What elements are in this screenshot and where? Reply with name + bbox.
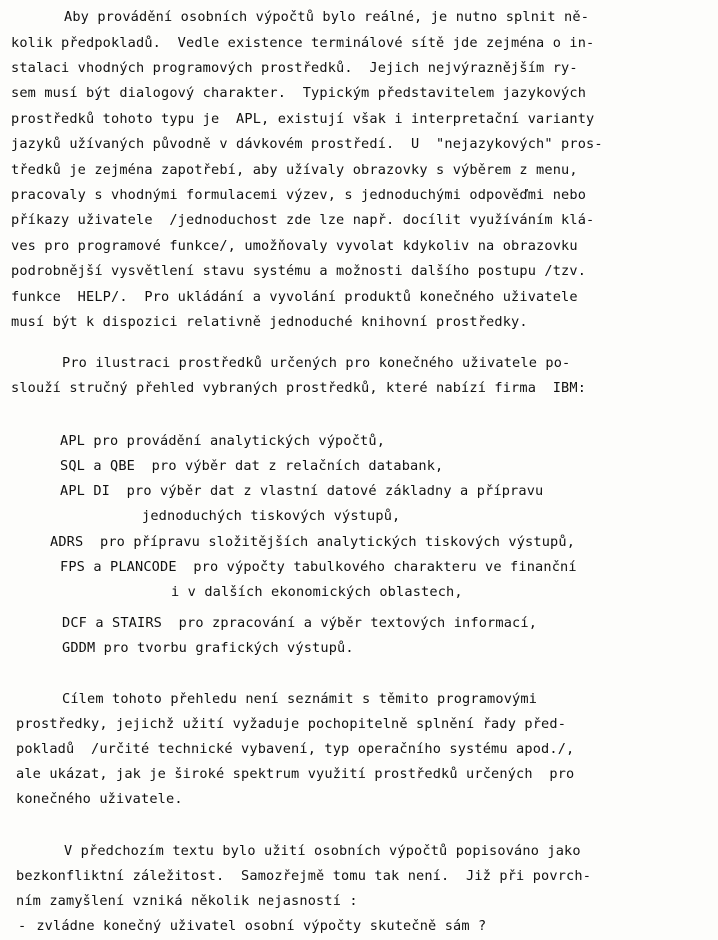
tools-list-item-fps-cont: i v dalších ekonomických oblastech, — [171, 584, 463, 600]
paragraph-1-line-8: pracovaly s vhodnými formulacemi výzev, s jednoduchými odpověďmi nebo — [11, 187, 587, 203]
paragraph-1-line-6: jazyků užívaných původně v dávkovém prostředí. U "nejazykových" pros- — [11, 136, 603, 152]
paragraph-3-line-2: prostředky, jejichž užití vyžaduje pochopitelně splnění řady před- — [16, 716, 567, 732]
paragraph-3-line-3: pokladů /určité technické vybavení, typ operačního systému apod./, — [16, 741, 575, 757]
paragraph-4-line-2: bezkonfliktní záležitost. Samozřejmě tomu tak není. Již při povrch- — [16, 868, 592, 884]
paragraph-1-line-11: podrobnější vysvětlení stavu systému a možnosti dalšího postupu /tzv. — [11, 263, 587, 279]
paragraph-2-line-1: Pro ilustraci prostředků určených pro konečného uživatele po- — [62, 355, 571, 371]
bullet-item — [18, 917, 486, 935]
paragraph-4-line-1: V předchozím textu bylo užití osobních výpočtů popisováno jako — [64, 843, 581, 859]
paragraph-1-line-5: prostředků tohoto typu je APL, existují však i interpretační varianty — [11, 111, 595, 127]
paragraph-1-line-10: ves pro programové funkce/, umožňovaly vyvolat kdykoliv na obrazovku — [11, 238, 578, 254]
paragraph-1-line-1: Aby provádění osobních výpočtů bylo reálné, je nutno splnit ně- — [64, 9, 590, 25]
paragraph-2-line-2: slouží stručný přehled vybraných prostředků, které nabízí firma IBM: — [11, 380, 587, 396]
paragraph-1-line-2: kolik předpokladů. Vedle existence terminálové sítě jde zejména o in- — [11, 35, 595, 51]
paragraph-3-line-5: konečného uživatele. — [16, 791, 183, 807]
tools-list-item-adrs: ADRS pro přípravu složitějších analytických tiskových výstupů, — [50, 534, 576, 550]
bullet-text: zvládne konečný uživatel osobní výpočty skutečně sám ? — [36, 918, 487, 934]
paragraph-3-line-1: Cílem tohoto přehledu není seznámit s těmito programovými — [62, 691, 538, 707]
paragraph-4-line-3: ním zamyšlení vzniká několik nejasností : — [16, 893, 358, 909]
paragraph-3-line-4: ale ukázat, jak je široké spektrum využití prostředků určených pro — [16, 766, 575, 782]
tools-list-item-apl-di: APL DI pro výběr dat z vlastní datové základny a přípravu — [60, 483, 544, 499]
paragraph-1-line-7: tředků je zejména zapotřebí, aby užívaly obrazovky s výběrem z menu, — [11, 162, 578, 178]
paragraph-1-line-12: funkce HELP/. Pro ukládání a vyvolání produktů konečného uživatele — [11, 289, 578, 305]
paragraph-1-line-9: příkazy uživatele /jednoduchost zde lze např. docílit využíváním klá- — [11, 212, 595, 228]
tools-list-item-dcf-stairs: DCF a STAIRS pro zpracování a výběr textových informací, — [62, 615, 538, 631]
paragraph-1-line-4: sem musí být dialogový charakter. Typickým představitelem jazykových — [11, 85, 587, 101]
bullet-dash: - — [18, 918, 27, 934]
tools-list-item-gddm: GDDM pro tvorbu grafických výstupů. — [62, 640, 354, 656]
tools-list-item-apl-di-cont: jednoduchých tiskových výstupů, — [142, 508, 401, 524]
paragraph-1-line-3: stalaci vhodných programových prostředků. Jejich nejvýraznějším ry- — [11, 60, 578, 76]
tools-list-item-fps-plancode: FPS a PLANCODE pro výpočty tabulkového charakteru ve finanční — [60, 559, 577, 575]
paragraph-1-line-13: musí být k dispozici relativně jednoduché knihovní prostředky. — [11, 314, 528, 330]
tools-list-item-apl: APL pro provádění analytických výpočtů, — [60, 433, 386, 449]
tools-list-item-sql-qbe: SQL a QBE pro výběr dat z relačních databank, — [60, 458, 444, 474]
